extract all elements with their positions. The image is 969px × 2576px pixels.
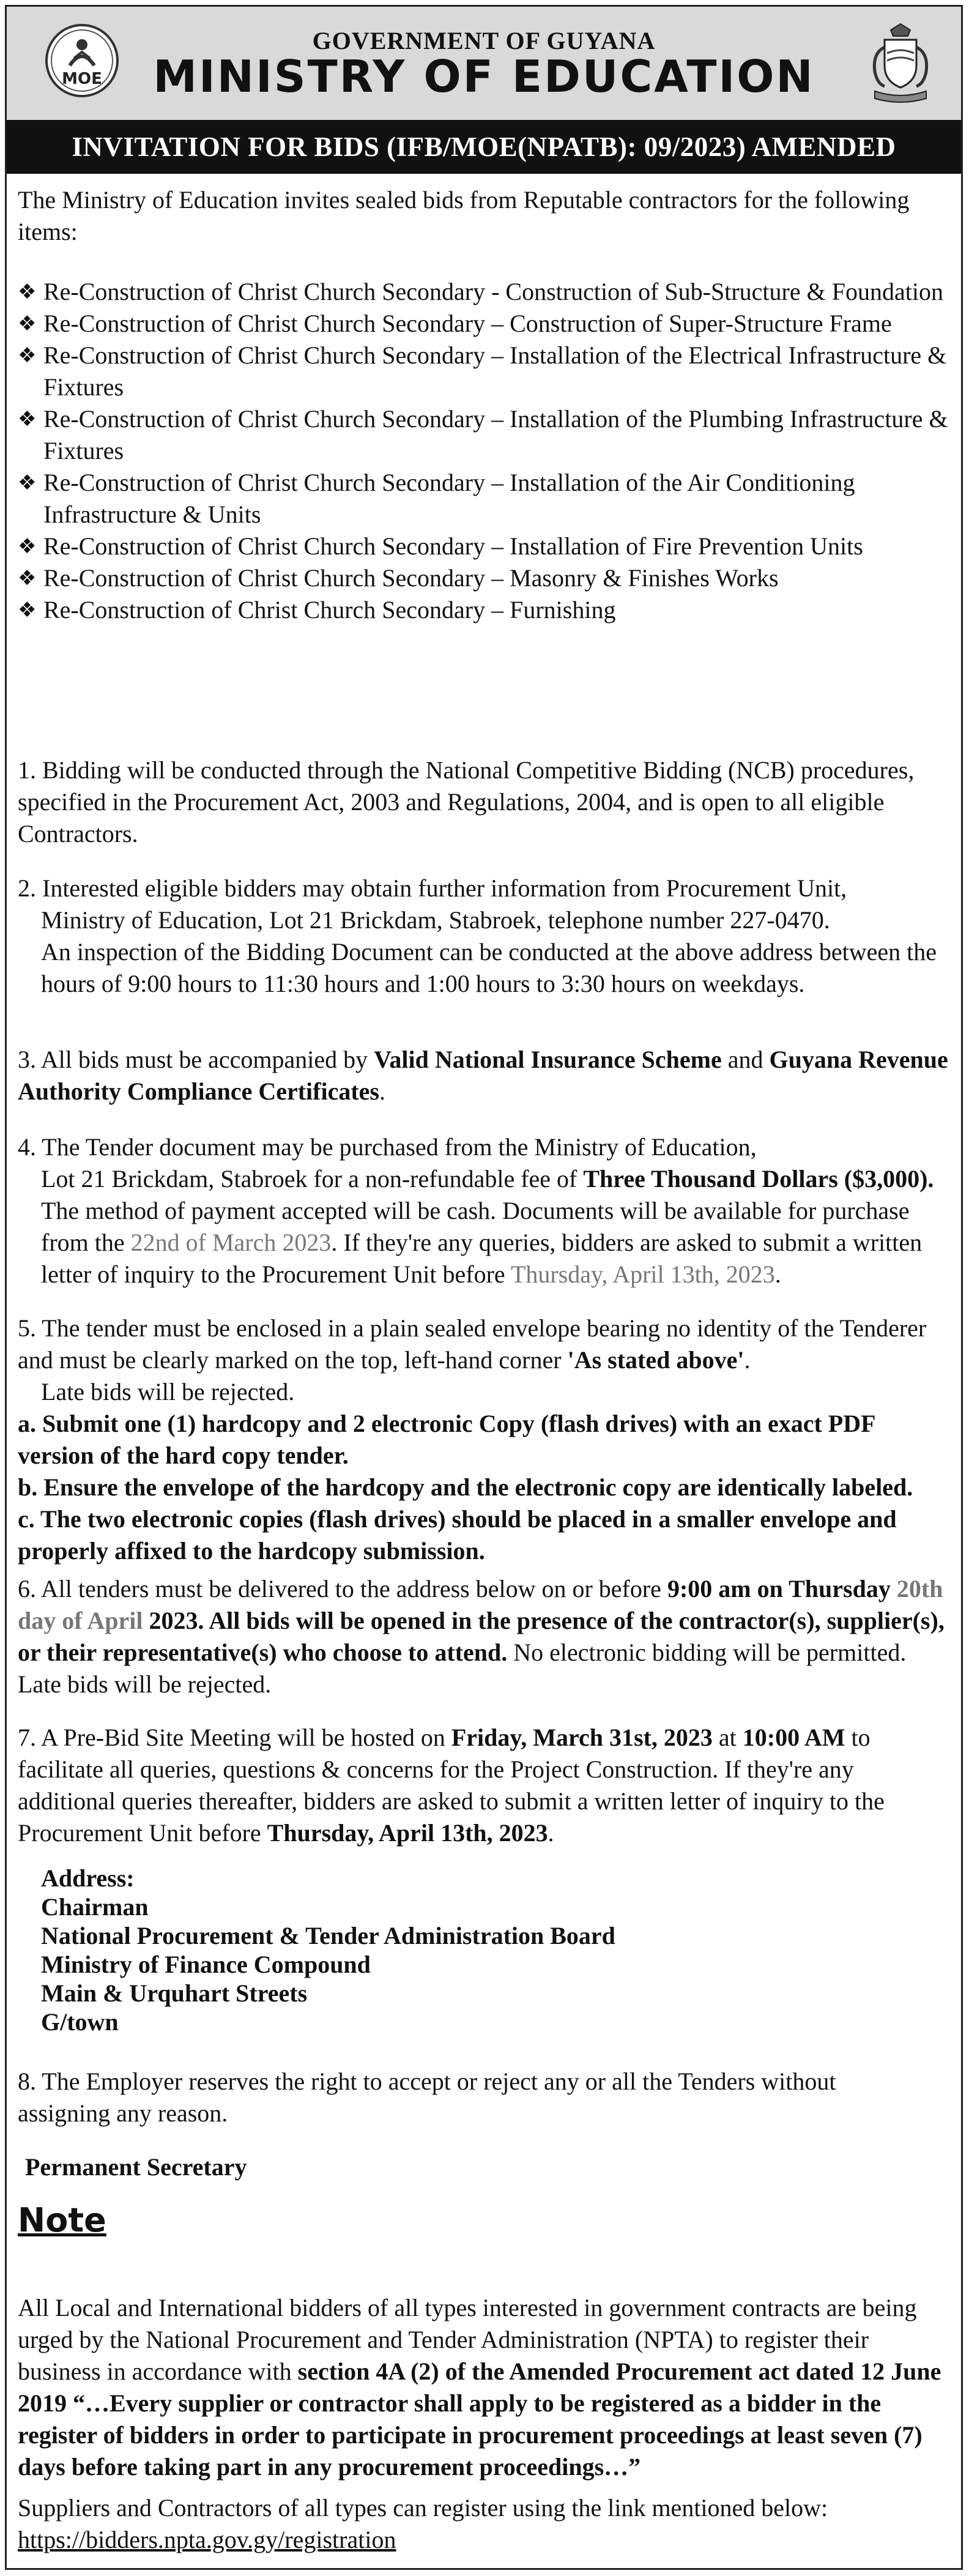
diamond-bullet-icon: ❖ [18,343,37,368]
list-item [18,308,957,340]
submission-time: 9:00 am on Thursday [667,1575,891,1603]
clause-5c: c. The two electronic copies (flash drives) should be placed in a smaller envelope and properly affixed to the hardcopy submission. [18,1505,897,1565]
clause-6 [18,1573,951,1700]
clause-7-text: to facilitate all queries, questions & concerns for the Project Construction. If they're any additional queries thereafter, bidders are asked to submit a written letter of inquiry to the Procurement Unit before [18,1724,885,1847]
clause-7-text: at [712,1724,743,1751]
title-bar [7,120,961,174]
item-text: Re-Construction of Christ Church Secondary – Furnishing [43,596,616,624]
gra-requirement: Guyana Revenue Authority Compliance Certificates [18,1046,948,1105]
item-text: Re-Construction of Christ Church Secondary – Construction of Super-Structure Frame [43,310,892,337]
clause-5-text: 5. The tender must be enclosed in a plain sealed envelope bearing no identity of the Tenderer and must be clearly marked on the top, left-hand corner [18,1314,927,1374]
item-text: Re-Construction of Christ Church Secondary – Masonry & Finishes Works [43,564,779,592]
list-item [18,403,957,467]
clause-3 [18,1044,951,1107]
list-item [18,340,957,403]
prebid-time: 10:00 AM [742,1724,845,1751]
note-heading-block [18,2201,951,2239]
registration-text: Suppliers and Contractors of all types can register using the link mentioned below: [18,2494,828,2522]
list-item [18,276,957,308]
clause-1 [18,754,951,850]
clause-6-text: No electronic bidding will be permitted. Late bids will be rejected. [18,1639,907,1698]
items-list [18,276,957,626]
clause-5b: b. Ensure the envelope of the hardcopy and the electronic copy are identically labeled. [18,1473,913,1501]
address-line: Ministry of Finance Compound [41,1951,371,1978]
marking-instruction: 'As stated above' [567,1346,744,1374]
clause-7-text: 7. A Pre-Bid Site Meeting will be hosted on [18,1724,451,1751]
clause-5-text: . [744,1346,751,1374]
diamond-bullet-icon: ❖ [18,566,37,590]
diamond-bullet-icon: ❖ [18,598,37,622]
address-block [41,1864,963,2036]
diamond-bullet-icon: ❖ [18,534,37,559]
clause-4-text: . [774,1260,781,1288]
diamond-bullet-icon: ❖ [18,280,37,304]
clause-1-text: 1. Bidding will be conducted through the National Competitive Bidding (NCB) procedures, specified in the Procurement Act, 2003 and Regulations, 2004, and is open to all eligible Contractors. [18,756,915,847]
item-text: Re-Construction of Christ Church Secondary – Installation of Fire Prevention Units [43,532,863,560]
clause-4-text: The method of payment accepted will be cash. Documents will be available for purchase from the [41,1197,910,1256]
signatory-title: Permanent Secretary [25,2153,247,2181]
prebid-date: Friday, March 31st, 2023 [451,1724,713,1751]
clause-3-text: 3. All bids must be accompanied by [18,1046,374,1073]
item-text: Re-Construction of Christ Church Secondary – Installation of the Air Conditioning Infrastructure & Units [43,469,855,528]
note-text: All Local and International bidders of all types interested in government contracts are being urged by the National Procurement and Tender Administration (NPTA) to register their business in accordance with [18,2294,917,2385]
clause-8 [18,2066,951,2129]
clause-2 [18,873,951,1000]
clause-7-text: . [548,1819,554,1847]
nis-requirement: Valid National Insurance Scheme [374,1046,722,1073]
clause-6-text: 6. All tenders must be delivered to the address below on or before [18,1575,667,1603]
advertisement-page [5,5,963,2570]
clause-5a: a. Submit one (1) hardcopy and 2 electronic Copy (flash drives) with an exact PDF version of the hard copy tender. [18,1410,875,1469]
address-line: National Procurement & Tender Administration Board [41,1922,615,1949]
inquiry-deadline: Thursday, April 13th, 2023 [267,1819,548,1847]
address-line: Chairman [41,1893,149,1921]
note-legal-quote: section 4A (2) of the Amended Procurement act dated 12 June 2019 “…Every supplier or contractor shall apply to be registered as a bidder in the register of bidders in order to participate in procurement proceedings at least seven (7) days before taking part in any procurement proceedings…” [18,2358,941,2481]
inquiry-deadline: Thursday, April 13th, 2023 [510,1260,775,1288]
tender-fee: Three Thousand Dollars ($3,000). [583,1165,934,1193]
clause-8-text: 8. The Employer reserves the right to accept or reject any or all the Tenders without assigning any reason. [18,2068,836,2127]
registration-link[interactable]: https://bidders.npta.gov.gy/registration [18,2526,396,2553]
clause-3-text: . [379,1078,385,1105]
availability-date: 22nd of March 2023 [130,1229,332,1256]
clause-7 [18,1722,951,1849]
registration-paragraph [18,2492,951,2556]
clause-2-line: Ministry of Education, Lot 21 Brickdam, Stabroek, telephone number 227-0470. [41,906,830,934]
submission-date: 20th day of April [18,1575,943,1634]
item-text: Re-Construction of Christ Church Secondary – Installation of the Electrical Infrastructure & Fixtures [43,341,947,401]
address-line: Main & Urquhart Streets [41,1979,308,2007]
coat-of-arms-icon [866,23,935,105]
clause-2-line: 2. Interested eligible bidders may obtain further information from Procurement Unit, [18,874,847,902]
clause-4-text: Lot 21 Brickdam, Stabroek for a non-refundable fee of [41,1165,584,1193]
ministry-title: MINISTRY OF EDUCATION [153,51,815,102]
intro-block [18,184,951,248]
list-item [18,530,957,562]
submission-year: 2023. [143,1607,204,1634]
clause-5 [18,1312,951,1567]
clause-3-text: and [721,1046,770,1073]
address-line: G/town [41,2008,119,2036]
diamond-bullet-icon: ❖ [18,471,37,495]
list-item [18,594,957,626]
address-label: Address: [41,1864,135,1892]
signatory [25,2151,958,2183]
header-banner [7,7,961,120]
clause-4 [18,1131,951,1290]
diamond-bullet-icon: ❖ [18,311,37,336]
bid-opening-note: All bids will be opened in the presence of the contractor(s), supplier(s), or their representative(s) who choose to attend. [18,1607,945,1666]
logo-text: MOE [62,70,102,88]
ifb-title: INVITATION FOR BIDS (IFB/MOE(NPATB): 09/2023) AMENDED [72,132,896,162]
diamond-bullet-icon: ❖ [18,407,37,431]
late-bids-note: Late bids will be rejected. [41,1378,295,1405]
item-text: Re-Construction of Christ Church Secondary – Installation of the Plumbing Infrastructure & Fixtures [43,405,948,464]
intro-paragraph: The Ministry of Education invites sealed bids from Reputable contractors for the following items: [18,186,910,245]
list-item [18,562,957,594]
government-title: GOVERNMENT OF GUYANA [312,27,656,54]
clause-2-inspection: An inspection of the Bidding Document can be conducted at the above address between the hours of 9:00 hours to 11:30 hours and 1:00 hours to 3:30 hours on weekdays. [41,938,937,997]
clause-4-line: 4. The Tender document may be purchased from the Ministry of Education, [18,1133,757,1161]
clause-4-text: . If they're any queries, bidders are asked to submit a written letter of inquiry to the Procurement Unit before [41,1229,923,1288]
note-paragraph [18,2292,951,2483]
note-heading: Note [18,2201,106,2239]
list-item [18,467,957,530]
item-text: Re-Construction of Christ Church Secondary - Construction of Sub-Structure & Foundation [43,278,943,305]
